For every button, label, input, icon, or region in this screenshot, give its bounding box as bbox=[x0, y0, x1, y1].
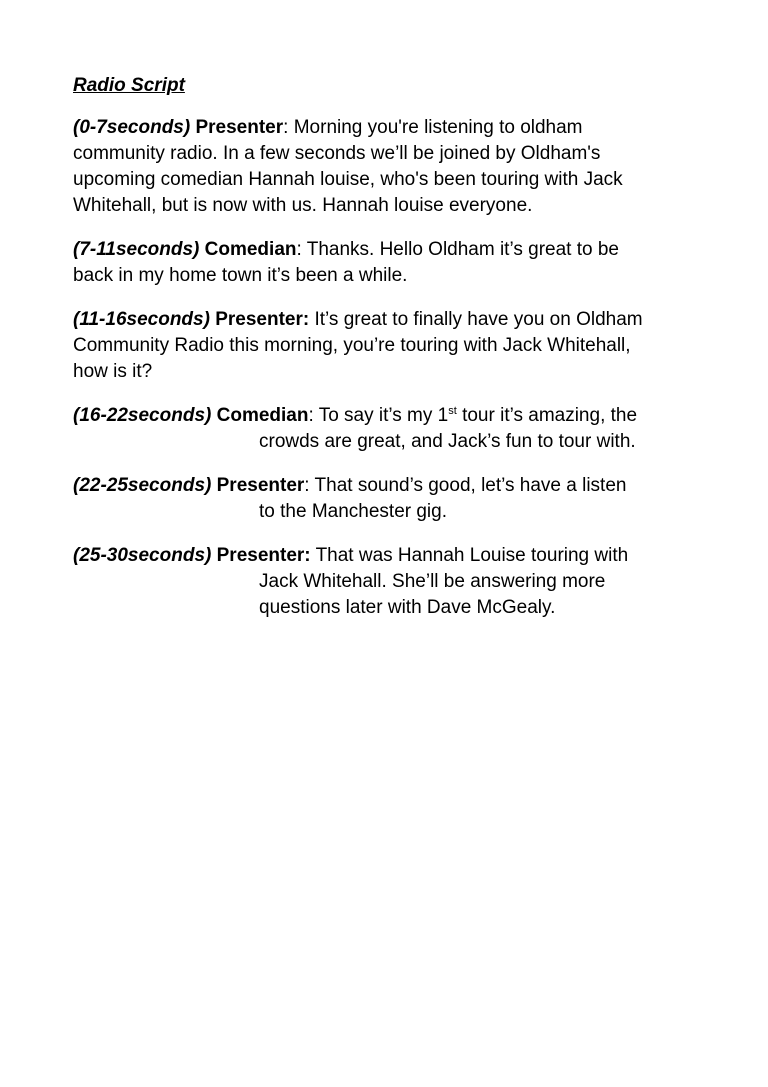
dialogue-text: to the Manchester gig. bbox=[259, 501, 447, 522]
dialogue-text: questions later with Dave McGealy. bbox=[259, 597, 556, 618]
dialogue-text: back in my home town it’s been a while. bbox=[73, 265, 408, 286]
timecode: (22-25seconds) bbox=[73, 475, 212, 496]
document-body bbox=[73, 73, 713, 639]
speaker-colon: : bbox=[283, 117, 289, 138]
dialogue-text: Whitehall, but is now with us. Hannah louise everyone. bbox=[73, 195, 533, 216]
dialogue-text: how is it? bbox=[73, 361, 153, 382]
dialogue-text: upcoming comedian Hannah louise, who's been touring with Jack bbox=[73, 169, 623, 190]
script-entry bbox=[73, 307, 713, 385]
dialogue-text: Morning you're listening to oldham bbox=[293, 117, 583, 138]
dialogue-text: crowds are great, and Jack’s fun to tour with. bbox=[259, 431, 636, 452]
script-line bbox=[73, 543, 713, 569]
dialogue-text: That was Hannah Louise touring with bbox=[315, 545, 629, 566]
timecode: (7-11seconds) bbox=[73, 239, 200, 260]
script-entry bbox=[73, 543, 713, 621]
dialogue-text: Community Radio this morning, you’re touring with Jack Whitehall, bbox=[73, 335, 631, 356]
speaker-name: Presenter bbox=[216, 475, 305, 496]
script-entry bbox=[73, 237, 713, 289]
timecode: (16-22seconds) bbox=[73, 405, 212, 426]
script-line bbox=[73, 307, 713, 333]
script-line bbox=[73, 403, 713, 429]
script-line bbox=[73, 473, 713, 499]
script-line bbox=[73, 237, 713, 263]
speaker-colon: : bbox=[304, 475, 310, 496]
script-entry bbox=[73, 473, 713, 525]
dialogue-text: community radio. In a few seconds we’ll be joined by Oldham's bbox=[73, 143, 601, 164]
dialogue-text: tour it’s amazing, the bbox=[456, 405, 638, 426]
script-entry bbox=[73, 403, 713, 455]
timecode: (25-30seconds) bbox=[73, 545, 212, 566]
dialogue-text: Jack Whitehall. She’ll be answering more bbox=[259, 571, 606, 592]
document-title: Radio Script bbox=[73, 75, 185, 96]
dialogue-text: To say it’s my 1 bbox=[318, 405, 449, 426]
speaker-name: Comedian bbox=[204, 239, 297, 260]
speaker-colon: : bbox=[296, 239, 302, 260]
speaker-name: Presenter: bbox=[216, 545, 311, 566]
timecode: (0-7seconds) bbox=[73, 117, 191, 138]
dialogue-text: It’s great to finally have you on Oldham bbox=[314, 309, 643, 330]
ordinal-suffix: st bbox=[448, 405, 457, 417]
script-entry bbox=[73, 115, 713, 219]
speaker-name: Presenter: bbox=[215, 309, 310, 330]
speaker-name: Comedian bbox=[216, 405, 309, 426]
dialogue-text: That sound’s good, let’s have a listen bbox=[314, 475, 627, 496]
script-line bbox=[73, 115, 713, 141]
dialogue-text: Thanks. Hello Oldham it’s great to be bbox=[306, 239, 619, 260]
speaker-colon: : bbox=[308, 405, 314, 426]
timecode: (11-16seconds) bbox=[73, 309, 210, 330]
speaker-name: Presenter bbox=[195, 117, 284, 138]
